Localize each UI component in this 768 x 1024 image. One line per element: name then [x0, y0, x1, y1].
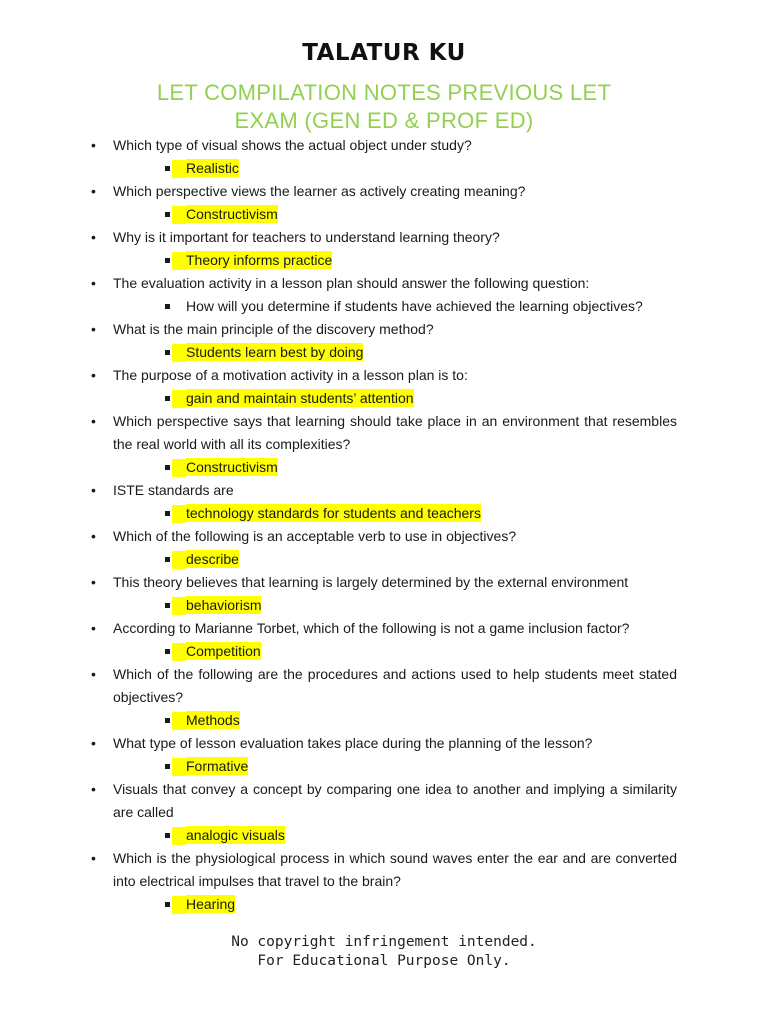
answer-text: Constructivism — [186, 459, 278, 475]
question-item: • ISTE standards are — [113, 479, 677, 502]
answer-text: Theory informs practice — [186, 252, 333, 268]
answer-item — [186, 203, 768, 226]
answer-highlight — [172, 459, 186, 477]
answer-item — [186, 709, 768, 732]
answer-text: Constructivism — [186, 206, 278, 222]
question-item: • What type of lesson evaluation takes place during the planning of the lesson? — [113, 732, 677, 755]
answer-item — [186, 548, 768, 571]
answer-item — [186, 502, 768, 525]
answer-item — [186, 295, 768, 318]
square-bullet-icon — [165, 350, 170, 355]
subtitle-line-2: EXAM (GEN ED & PROF ED) — [234, 108, 534, 133]
answer-item — [186, 640, 768, 663]
answer-highlight — [172, 206, 186, 224]
answer-highlight — [172, 160, 186, 178]
question-item: • Which is the physiological process in which sound waves enter the ear and are converted into electrical impulses that travel to the brain? — [113, 847, 677, 893]
square-bullet-icon — [165, 511, 170, 516]
answer-item — [186, 341, 768, 364]
square-bullet-icon — [165, 649, 170, 654]
answer-highlight — [172, 551, 186, 569]
question-item: • Why is it important for teachers to understand learning theory? — [113, 226, 677, 249]
answer-text: technology standards for students and teachers — [186, 505, 481, 521]
question-item: • According to Marianne Torbet, which of the following is not a game inclusion factor? — [113, 617, 677, 640]
answer-item — [186, 824, 768, 847]
square-bullet-icon — [165, 557, 170, 562]
square-bullet-icon — [165, 718, 170, 723]
square-bullet-icon — [165, 833, 170, 838]
answer-highlight — [172, 758, 186, 776]
footer-disclaimer — [0, 933, 768, 971]
answer-text: Methods — [186, 712, 240, 728]
question-item: • Which type of visual shows the actual object under study? — [113, 134, 677, 157]
question-item: • Which of the following is an acceptable verb to use in objectives? — [113, 525, 677, 548]
question-item: • This theory believes that learning is largely determined by the external environment — [113, 571, 677, 594]
answer-text: describe — [186, 551, 239, 567]
answer-item — [186, 249, 768, 272]
answer-text: gain and maintain students’ attention — [186, 390, 414, 406]
subtitle-line-1: LET COMPILATION NOTES PREVIOUS LET — [156, 80, 612, 105]
footer-line-1: No copyright infringement intended. — [231, 934, 537, 950]
square-bullet-icon — [165, 396, 170, 401]
question-item: • Which perspective says that learning should take place in an environment that resembles the real world with all its complexities? — [113, 410, 677, 456]
question-item: • The evaluation activity in a lesson plan should answer the following question: — [113, 272, 677, 295]
answer-text: behaviorism — [186, 597, 262, 613]
question-item: • Which of the following are the procedures and actions used to help students meet stated objectives? — [113, 663, 677, 709]
answer-text: Realistic — [186, 160, 239, 176]
square-bullet-icon — [165, 603, 170, 608]
footer-line-2: For Educational Purpose Only. — [257, 953, 511, 969]
square-bullet-icon — [165, 465, 170, 470]
answer-highlight — [172, 505, 186, 523]
square-bullet-icon — [165, 304, 170, 309]
answer-item — [186, 456, 768, 479]
answer-text: Students learn best by doing — [186, 344, 364, 360]
answer-item — [186, 755, 768, 778]
answer-text: Competition — [186, 643, 261, 659]
answer-highlight — [172, 344, 186, 362]
answer-text: analogic visuals — [186, 827, 285, 843]
answer-text: Hearing — [186, 896, 236, 912]
square-bullet-icon — [165, 764, 170, 769]
question-item: • What is the main principle of the discovery method? — [113, 318, 677, 341]
answer-item — [186, 157, 768, 180]
square-bullet-icon — [165, 166, 170, 171]
answer-item — [186, 893, 768, 916]
question-item: • The purpose of a motivation activity in a lesson plan is to: — [113, 364, 677, 387]
answer-item — [186, 594, 768, 617]
answer-text: How will you determine if students have achieved the learning objectives? — [186, 298, 643, 314]
document-title: TALATUR KU — [302, 40, 466, 66]
square-bullet-icon — [165, 902, 170, 907]
answer-highlight — [172, 712, 186, 730]
question-item: • Visuals that convey a concept by comparing one idea to another and implying a similarity are called — [113, 778, 677, 824]
answer-highlight — [172, 827, 186, 845]
question-item: • Which perspective views the learner as actively creating meaning? — [113, 180, 677, 203]
document-subtitle — [80, 79, 688, 135]
question-answer-list — [0, 134, 768, 916]
answer-highlight — [172, 896, 186, 914]
answer-highlight — [172, 252, 186, 270]
square-bullet-icon — [165, 258, 170, 263]
answer-highlight — [172, 597, 186, 615]
answer-highlight — [172, 390, 186, 408]
answer-highlight — [172, 643, 186, 661]
square-bullet-icon — [165, 212, 170, 217]
answer-item — [186, 387, 768, 410]
answer-text: Formative — [186, 758, 249, 774]
